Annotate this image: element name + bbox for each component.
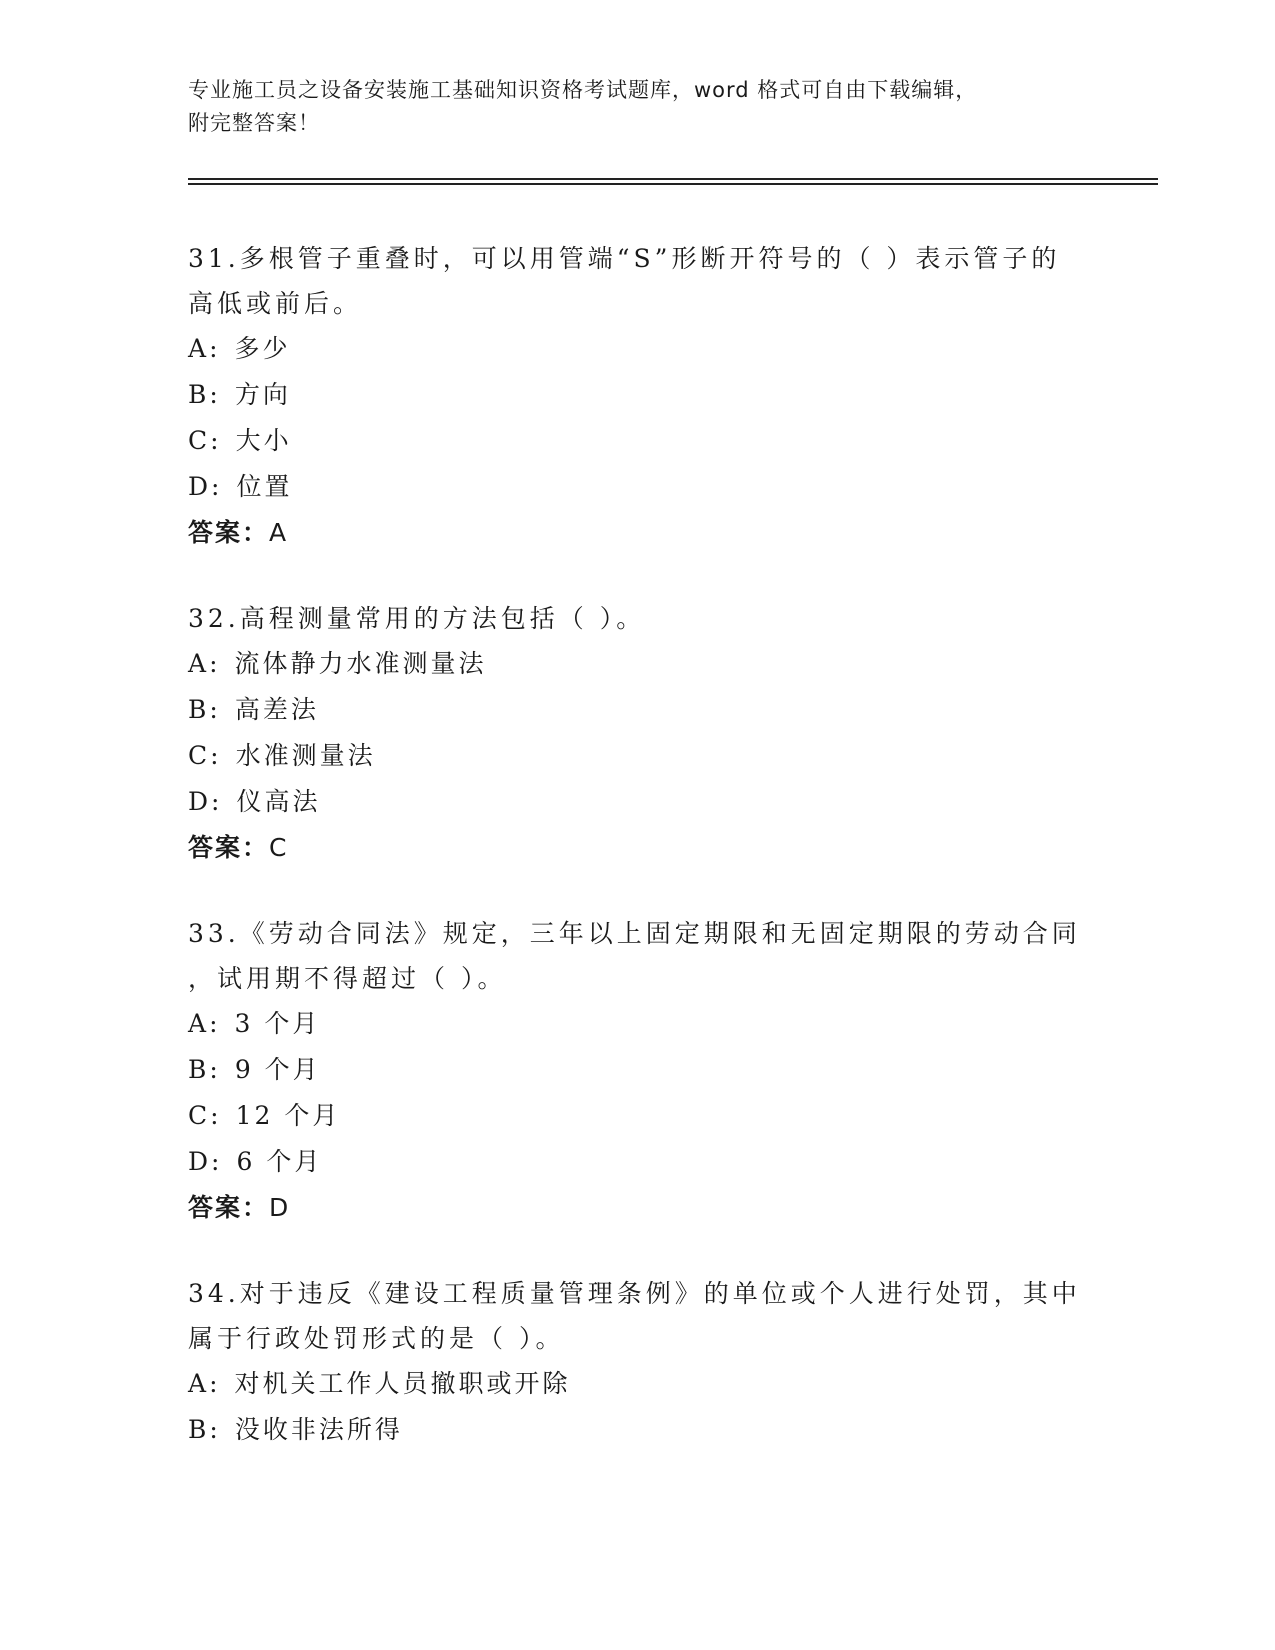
header-divider-top: [188, 178, 1158, 180]
answer-label: 答案：: [188, 1193, 270, 1222]
option-letter: B: [188, 695, 210, 724]
question-33: [188, 911, 1088, 1231]
option-separator: :: [209, 380, 221, 409]
question-number: 34.: [188, 1279, 240, 1308]
option-separator: :: [211, 787, 223, 816]
option-separator: :: [209, 1009, 221, 1038]
option-a: [188, 641, 1088, 687]
option-separator: :: [210, 426, 222, 455]
option-text: 方向: [234, 380, 291, 409]
question-text-line-1: 高程测量常用的方法包括（ ）。: [239, 604, 646, 633]
option-a: [188, 326, 1088, 372]
answer-label: 答案：: [188, 833, 270, 862]
option-a: [188, 1361, 1088, 1407]
option-letter: A: [188, 1369, 210, 1398]
question-text-line-2: ，试用期不得超过（ ）。: [188, 964, 507, 993]
header-line-1: 专业施工员之设备安装施工基础知识资格考试题库，word 格式可自由下载编辑，: [188, 78, 978, 102]
answer-line: [188, 510, 1088, 556]
option-d: [188, 779, 1088, 825]
question-32: [188, 596, 1088, 871]
option-separator: :: [209, 1369, 221, 1398]
option-letter: B: [188, 1415, 210, 1444]
option-separator: :: [209, 649, 221, 678]
answer-line: [188, 1185, 1088, 1231]
question-text-line-2: 高低或前后。: [188, 289, 363, 318]
option-text: 3 个月: [234, 1009, 321, 1038]
option-c: [188, 1093, 1088, 1139]
question-number: 33.: [188, 919, 240, 948]
question-text: [188, 911, 1088, 1001]
option-separator: :: [209, 1055, 221, 1084]
option-separator: :: [209, 334, 221, 363]
option-a: [188, 1001, 1088, 1047]
option-text: 仪高法: [236, 787, 321, 816]
option-letter: B: [188, 1055, 210, 1084]
answer-value: D: [269, 1193, 291, 1222]
option-text: 高差法: [234, 695, 319, 724]
answer-value: C: [269, 833, 289, 862]
option-text: 多少: [234, 334, 291, 363]
option-b: [188, 372, 1088, 418]
question-text: [188, 1271, 1088, 1361]
option-text: 对机关工作人员撤职或开除: [234, 1369, 571, 1398]
option-text: 位置: [236, 472, 293, 501]
header-line-2: 附完整答案！: [188, 111, 320, 135]
option-letter: D: [188, 1147, 212, 1176]
option-text: 大小: [235, 426, 292, 455]
option-separator: :: [211, 472, 223, 501]
question-31: [188, 236, 1088, 556]
question-list: [188, 236, 1088, 1493]
option-d: [188, 1139, 1088, 1185]
option-separator: :: [211, 1147, 223, 1176]
option-b: [188, 687, 1088, 733]
option-letter: A: [188, 334, 210, 363]
option-b: [188, 1047, 1088, 1093]
answer-line: [188, 825, 1088, 871]
option-c: [188, 733, 1088, 779]
option-c: [188, 418, 1088, 464]
question-text: [188, 596, 1088, 641]
question-number: 31.: [188, 244, 240, 273]
option-text: 没收非法所得: [234, 1415, 403, 1444]
option-text: 流体静力水准测量法: [234, 649, 487, 678]
option-separator: :: [209, 1415, 221, 1444]
question-text-line-2: 属于行政处罚形式的是（ ）。: [188, 1324, 565, 1353]
question-text-line-1: 对于违反《建设工程质量管理条例》的单位或个人进行处罚，其中: [239, 1279, 1081, 1308]
question-text-line-1: 《劳动合同法》规定，三年以上固定期限和无固定期限的劳动合同: [239, 919, 1081, 948]
option-text: 9 个月: [234, 1055, 321, 1084]
option-separator: :: [209, 695, 221, 724]
option-letter: C: [188, 426, 211, 455]
document-header: [188, 74, 1088, 140]
question-text-line-1: 多根管子重叠时，可以用管端“S”形断开符号的（ ）表示管子的: [239, 244, 1061, 273]
option-letter: A: [188, 649, 210, 678]
option-letter: C: [188, 1101, 211, 1130]
option-separator: :: [210, 741, 222, 770]
option-separator: :: [210, 1101, 222, 1130]
option-letter: D: [188, 787, 212, 816]
option-letter: C: [188, 741, 211, 770]
option-letter: A: [188, 1009, 210, 1038]
answer-label: 答案：: [188, 518, 270, 547]
question-34: [188, 1271, 1088, 1453]
option-text: 水准测量法: [235, 741, 376, 770]
option-text: 6 个月: [236, 1147, 323, 1176]
option-b: [188, 1407, 1088, 1453]
answer-value: A: [269, 518, 289, 547]
option-letter: D: [188, 472, 212, 501]
option-letter: B: [188, 380, 210, 409]
question-number: 32.: [188, 604, 240, 633]
option-text: 12 个月: [235, 1101, 341, 1130]
header-divider-bottom: [188, 183, 1158, 185]
option-d: [188, 464, 1088, 510]
question-text: [188, 236, 1088, 326]
